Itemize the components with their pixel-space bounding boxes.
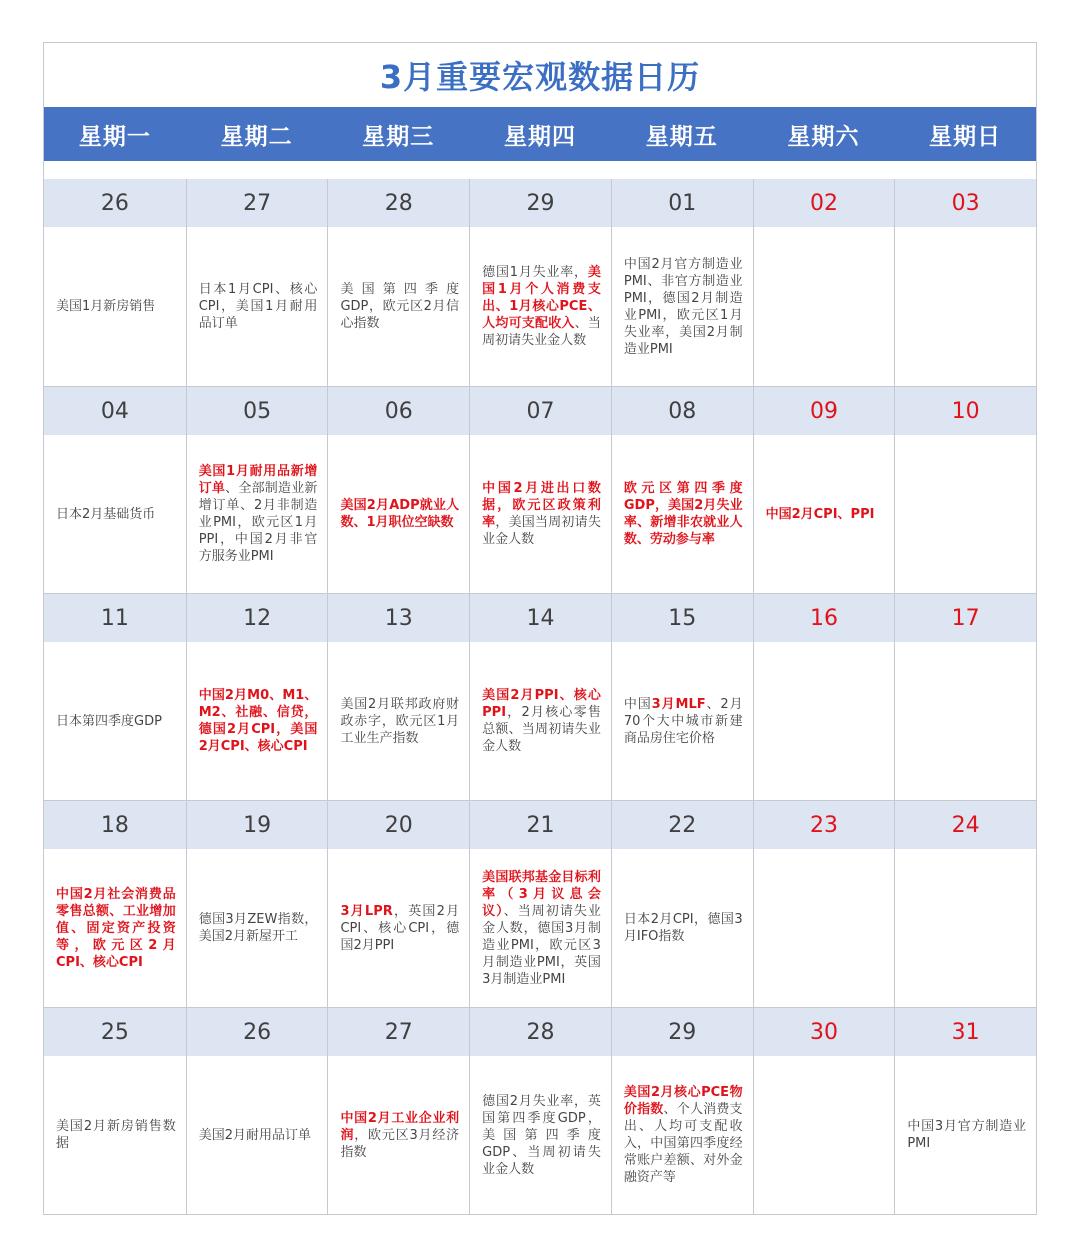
day-cell: [753, 593, 895, 800]
day-events: [754, 849, 895, 1007]
day-events: [187, 642, 328, 800]
day-number: 30: [754, 1008, 895, 1056]
week-row: [44, 800, 1036, 1007]
day-cell: [186, 593, 328, 800]
event-text: [624, 696, 743, 747]
event-highlight: 美国联邦基金目标利率（3月议息会议）: [482, 869, 601, 919]
event-text: [340, 497, 459, 531]
event-text-segment: 日本2月基础货币: [56, 506, 156, 522]
day-events: [612, 227, 753, 386]
day-events: [328, 849, 469, 1007]
day-cell: [469, 179, 611, 386]
event-text-segment: 、当周初请失业金人数，德国3月制造业PMI，欧元区3月制造业PMI，英国3月制造业PMI: [482, 903, 601, 987]
event-text-segment: 中国2月官方制造业PMI、非官方制造业PMI，德国2月制造业PMI，欧元区1月失业率，美国2月制造业PMI: [623, 256, 743, 357]
event-text-segment: 、全部制造业新增订单、2月非制造业PMI，欧元区1月PPI，中国2月非官方服务业PMI: [198, 481, 318, 564]
day-events: [895, 642, 1036, 800]
day-events: [470, 642, 611, 800]
day-events: [754, 435, 895, 593]
day-number: 29: [470, 179, 611, 227]
event-text-segment: 中国: [623, 696, 652, 712]
event-text: [340, 903, 459, 954]
event-text-segment: 美国第四季度GDP，欧元区2月信心指数: [340, 282, 460, 331]
day-cell: [469, 1007, 611, 1214]
day-number: 03: [895, 179, 1036, 227]
day-number: 16: [754, 594, 895, 642]
event-highlight: 欧元区第四季度GDP，美国2月失业率、新增非农就业人数、劳动参与率: [623, 481, 743, 547]
day-number: 26: [187, 1008, 328, 1056]
day-events: [612, 849, 753, 1007]
day-cell: [186, 386, 328, 593]
day-events: [470, 1056, 611, 1214]
day-cell: [186, 179, 328, 386]
day-number: 09: [754, 387, 895, 435]
event-text: [199, 281, 318, 332]
day-cell: [611, 800, 753, 1007]
day-number: 22: [612, 801, 753, 849]
event-text: [56, 1118, 176, 1152]
day-cell: [327, 1007, 469, 1214]
day-cell: [327, 593, 469, 800]
event-text: [624, 1084, 743, 1186]
weekday-header: [44, 107, 1036, 161]
event-text: [56, 298, 155, 315]
weekday-label: 星期五: [645, 123, 718, 150]
event-text-segment: 中国3月官方制造业PMI: [907, 1119, 1027, 1151]
event-highlight: 中国2月M0、M1、M2、社融、信贷，德国2月CPI，美国2月CPI、核心CPI: [198, 688, 318, 754]
day-number: 14: [470, 594, 611, 642]
week-row: [44, 386, 1036, 593]
day-number: 13: [328, 594, 469, 642]
event-text-segment: 、个人消费支出、人均可支配收入，中国第四季度经常账户差额、对外金融资产等: [623, 1102, 743, 1185]
day-cell: [327, 800, 469, 1007]
day-cell: [611, 386, 753, 593]
event-text-segment: 德国2月失业率，英国第四季度GDP，美国第四季度GDP、当周初请失业金人数: [482, 1093, 601, 1177]
day-number: 20: [328, 801, 469, 849]
event-text-segment: ，2月核心零售总额、当周初请失业金人数: [482, 705, 601, 754]
event-text: [340, 696, 459, 747]
day-events: [44, 849, 186, 1007]
day-number: 24: [895, 801, 1036, 849]
day-cell: [44, 800, 186, 1007]
event-text: [199, 1127, 311, 1144]
day-events: [470, 227, 611, 386]
day-number: 28: [470, 1008, 611, 1056]
event-text: [482, 264, 601, 349]
event-highlight: 美国2月ADP就业人数、1月职位空缺数: [340, 498, 460, 530]
day-cell: [753, 800, 895, 1007]
weekday-label: 星期六: [787, 123, 860, 150]
day-number: 23: [754, 801, 895, 849]
day-number: 12: [187, 594, 328, 642]
day-number: 21: [470, 801, 611, 849]
day-events: [470, 849, 611, 1007]
day-number: 07: [470, 387, 611, 435]
day-events: [612, 1056, 753, 1214]
day-cell: [44, 179, 186, 386]
day-number: 05: [187, 387, 328, 435]
day-cell: [611, 1007, 753, 1214]
day-cell: [327, 179, 469, 386]
event-text: [199, 911, 318, 945]
weekday-label: 星期日: [929, 123, 1002, 150]
day-events: [612, 435, 753, 593]
day-events: [44, 1056, 186, 1214]
day-number: 10: [895, 387, 1036, 435]
day-events: [895, 849, 1036, 1007]
day-events: [328, 1056, 469, 1214]
event-text-segment: 日本1月CPI、核心CPI，美国1月耐用品订单: [198, 282, 318, 331]
event-text-segment: 美国1月新房销售: [56, 299, 156, 314]
event-text: [482, 869, 601, 988]
event-text: [482, 687, 601, 755]
day-events: [754, 1056, 895, 1214]
day-cell: [44, 593, 186, 800]
event-text-segment: 德国1月失业率，: [482, 265, 588, 280]
event-text-segment: 日本第四季度GDP: [56, 713, 162, 729]
day-number: 25: [44, 1008, 186, 1056]
day-events: [328, 642, 469, 800]
week-row: [44, 179, 1036, 386]
day-cell: [186, 800, 328, 1007]
event-text: [56, 886, 176, 971]
event-text: [340, 281, 459, 332]
day-cell: [186, 1007, 328, 1214]
weekday-label: 星期二: [220, 123, 293, 150]
event-text: [766, 506, 875, 523]
weekday-label: 星期一: [78, 123, 151, 150]
day-number: 02: [754, 179, 895, 227]
day-events: [44, 227, 186, 386]
event-highlight: 美国2月PPI、核心PPI: [482, 688, 601, 720]
calendar-grid: [44, 179, 1036, 1214]
event-text-segment: 、2月70个大中城市新建商品房住宅价格: [623, 696, 743, 746]
day-cell: [753, 386, 895, 593]
day-number: 29: [612, 1008, 753, 1056]
day-number: 17: [895, 594, 1036, 642]
event-text: [624, 911, 743, 945]
day-number: 19: [187, 801, 328, 849]
day-events: [328, 435, 469, 593]
event-highlight: 中国2月CPI、PPI: [765, 506, 875, 522]
event-text: [624, 256, 743, 358]
event-highlight: 3月MLF: [651, 696, 706, 712]
event-text-segment: ，英国2月CPI、核心CPI，德国2月PPI: [340, 903, 460, 953]
day-number: 08: [612, 387, 753, 435]
day-cell: [611, 593, 753, 800]
day-cell: [327, 386, 469, 593]
day-events: [895, 227, 1036, 386]
day-number: 27: [187, 179, 328, 227]
day-events: [187, 1056, 328, 1214]
day-cell: [469, 800, 611, 1007]
week-row: [44, 593, 1036, 800]
event-text-segment: 美国2月新房销售数据: [56, 1119, 176, 1151]
day-number: 11: [44, 594, 186, 642]
event-text-segment: 日本2月CPI，德国3月IFO指数: [623, 912, 743, 944]
event-highlight: 中国2月进出口数据，欧元区政策利率: [482, 481, 601, 530]
day-number: 31: [895, 1008, 1036, 1056]
day-number: 15: [612, 594, 753, 642]
event-text-segment: ，美国当周初请失业金人数: [482, 515, 601, 547]
day-events: [187, 849, 328, 1007]
day-number: 27: [328, 1008, 469, 1056]
day-cell: [894, 386, 1036, 593]
day-number: 06: [328, 387, 469, 435]
day-events: [44, 642, 186, 800]
event-text-segment: 美国2月联邦政府财政赤字，欧元区1月工业生产指数: [340, 696, 460, 746]
day-number: 18: [44, 801, 186, 849]
event-text-segment: 、当周初请失业金人数: [482, 316, 601, 348]
event-highlight: 中国2月社会消费品零售总额、工业增加值、固定资产投资等，欧元区2月CPI、核心CPI: [56, 886, 176, 970]
event-highlight: 美国1月个人消费支出、1月核心PCE、人均可支配收入: [482, 265, 601, 331]
event-text-segment: 德国3月ZEW指数，美国2月新屋开工: [198, 912, 318, 944]
day-events: [44, 435, 186, 593]
event-text: [56, 506, 155, 523]
day-events: [470, 435, 611, 593]
day-events: [895, 435, 1036, 593]
week-row: [44, 1007, 1036, 1214]
day-number: 01: [612, 179, 753, 227]
day-cell: [44, 1007, 186, 1214]
header-spacer: [44, 161, 1036, 179]
weekday-label: 星期三: [362, 123, 435, 150]
day-cell: [894, 800, 1036, 1007]
day-events: [754, 227, 895, 386]
day-cell: [753, 1007, 895, 1214]
event-text: [199, 687, 318, 755]
event-highlight: 美国1月耐用品新增订单: [198, 464, 318, 496]
event-text: [340, 1110, 459, 1161]
event-text: [482, 480, 601, 548]
calendar-title: 3月重要宏观数据日历: [379, 58, 701, 96]
day-events: [754, 642, 895, 800]
event-text: [199, 463, 318, 565]
day-cell: [894, 179, 1036, 386]
day-events: [328, 227, 469, 386]
day-number: 26: [44, 179, 186, 227]
day-events: [612, 642, 753, 800]
day-number: 28: [328, 179, 469, 227]
event-text: [56, 713, 162, 730]
day-cell: [894, 1007, 1036, 1214]
day-cell: [753, 179, 895, 386]
weekday-label: 星期四: [504, 123, 577, 150]
day-events: [895, 1056, 1036, 1214]
calendar: [43, 42, 1037, 1215]
day-cell: [894, 593, 1036, 800]
day-cell: [44, 386, 186, 593]
event-highlight: 美国2月核心PCE物价指数: [623, 1085, 743, 1117]
day-events: [187, 435, 328, 593]
event-highlight: 中国2月工业企业利润: [340, 1110, 460, 1143]
event-text: [482, 1093, 601, 1178]
event-text-segment: ，欧元区3月经济指数: [340, 1127, 460, 1160]
day-cell: [469, 593, 611, 800]
day-cell: [611, 179, 753, 386]
day-cell: [469, 386, 611, 593]
event-highlight: 3月LPR: [340, 903, 393, 919]
event-text: [624, 480, 743, 548]
day-number: 04: [44, 387, 186, 435]
event-text-segment: 美国2月耐用品订单: [198, 1127, 311, 1143]
event-text: [907, 1118, 1026, 1152]
day-events: [187, 227, 328, 386]
